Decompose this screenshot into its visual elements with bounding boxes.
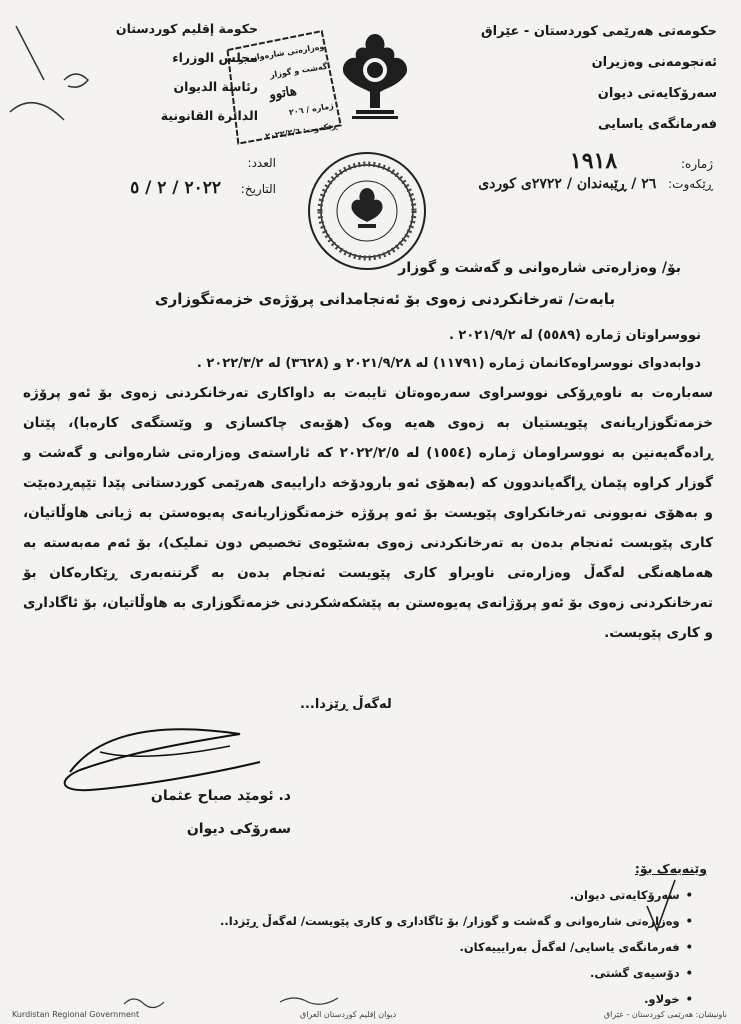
stamp-line: هاتوو [268,83,298,103]
kurdistan-emblem-icon [330,26,420,126]
number-label: ژمارە: [680,157,713,171]
kurdish-header [481,16,717,140]
received-stamp [218,26,345,148]
ar-date-value: ٢٠٢٢ / ٢ / ٥ [130,178,221,198]
ar-number-label: العدد: [247,156,276,170]
arabic-header-line: مجلس الوزراء [172,50,258,65]
closing-greeting: لەگەڵ ڕێزدا... [300,697,392,712]
handwritten-tick-icon [641,876,681,936]
footer-center: ديوان إقليم كوردستان العراق [300,1010,397,1019]
kurdish-header-line: حکومەتی هەرێمی کوردستان - عێراق [481,24,717,39]
kurdish-header-line: ئەنجومەنی وەزیران [591,55,717,70]
references [41,322,701,378]
copies-block [187,856,707,1012]
arabic-header-line: حكومة إقليم كوردستان [115,21,258,36]
stamp-line: وەزارەتی شارەوانی و گەشت و گوزار [237,41,329,80]
kurdish-header-line: فەرمانگەی یاسایی [597,117,717,132]
signer-name: د. ئومێد صباح عثمان [150,788,291,804]
reference-line: نووسراوتان ژمارە (٥٥٨٩) لە ٢٠٢١/٩/٢ . [448,328,701,343]
reference-line: دوابەدوای نووسراوەکانمان ژمارە (١١٧٩١) لە ٢٠٢١/٩/٢٨ و (٣٦٢٨) لە ٢٠٢٢/٣/٢ . [196,356,701,371]
stamp-line: ژمارە / ٢٠٦ [288,101,335,118]
footer-right: ناونیشان: هەرێمی کوردستان - عێراق [603,1010,727,1019]
addressee: بۆ/ وەزارەتی شارەوانی و گەشت و گوزار [398,260,681,276]
kurdish-header-line: سەرۆکایەتی دیوان [597,86,717,101]
number-value: ١٩١٨ [569,148,618,174]
copy-item: • دۆسیەی گشتی. [187,960,693,986]
arabic-header-line: رئاسة الديوان [173,79,258,94]
copy-item: • سەرۆکایەتی دیوان. [187,882,693,908]
signer-title: سەرۆکی دیوان [186,821,291,837]
footer-left: Kurdistan Regional Government [12,1010,140,1019]
copy-item: • فەرمانگەی یاسایی/ لەگەڵ بەرایییەکان. [187,934,693,960]
handwritten-mark-icon [4,20,94,130]
signer-block [151,780,291,846]
subject-line: بابەت/ تەرخانکردنی زەوی بۆ ئەنجامدانی پرۆژەی خزمەتگوزاری [154,290,616,308]
arabic-header-line: الدائرة القانونية [160,108,258,123]
date-label: ڕێکەوت: [668,177,713,191]
body-paragraph: سەبارەت بە ناوەڕۆکی نووسراوی سەرەوەتان تایبەت بە داواکاری تەرخانکردنی زەوی بۆ ئەو پرۆژە خزمەتگوزاریانەی پێویستیان بە زەوی هەیە وەک (هۆبەی چاکسازی و وێستگەی کارەبا)، پێتان ڕادەگەیەنین بە نووسراومان ژمارە (١٥٥٤) لە ٢٠٢٢/٢/٥ کە ئاراستەی وەزارەتی شارەوانی و گەشت و گوزار کراوە پێمان ڕاگەیاندوون کە (بەهۆی ئەو بارودۆخە داراییەی هەرێمی کوردستانی پێدا تێپەڕدەبێت و بەهۆی نەبوونی تەرخانکراوی پێویست بۆ ئەو پرۆژە خزمەتگوزاریانەی پەیوەستن بە ژیانی هاوڵاتیان، کاری پێویست ئەنجام بدەن بە تەرخانکردنی زەوی بەشێوەی تخصیص دون تمليک)، بۆ ئەم مەبەستە بە هەماهەنگی لەگەڵ وەزارەتی ناوبراو کاری پێویست ئەنجام بدەن بە گرتنەبەری ڕێکارەکان بۆ تەرخانکردنی زەوی بۆ ئەو پرۆژانەی پەیوەستن بە پێشکەشکردنی خزمەتگوزاری بە هاوڵاتیان، بۆ ئاگاداری و کاری پێویست. [23,385,713,641]
ar-date-label: التاريخ: [240,182,276,196]
footer [0,1006,741,1024]
copy-item: • وەزارەتی شارەوانی و گەشت و گوزار/ بۆ ئاگاداری و کاری پێویست/ لەگەڵ ڕێزدا.. [187,908,693,934]
copy-item: • خولاو. [187,986,693,1012]
date-kurdi-value: ٢٦ / ڕێبەندان / ٢٧٢٢ی کوردی [478,176,657,192]
copies-title: وێنەیەک بۆ: [634,861,707,876]
stamp-line: ڕێکەوت: ٢٠٢٢/٢/٦ [264,120,338,142]
